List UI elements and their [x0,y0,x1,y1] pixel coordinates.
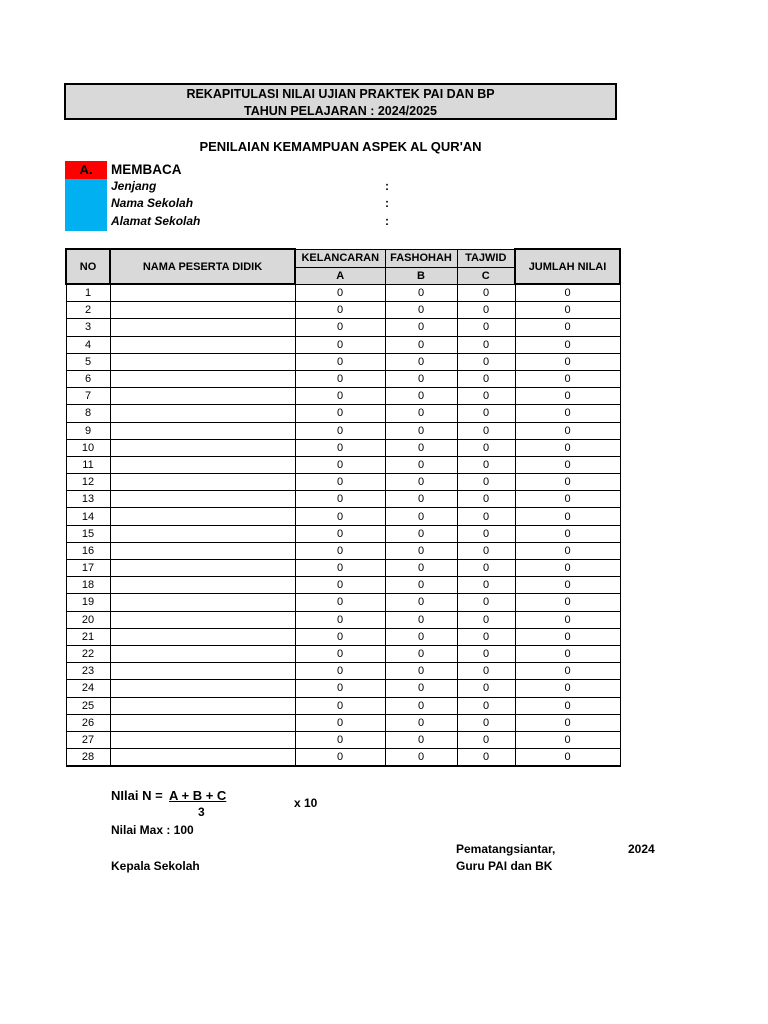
cell-fashohah: 0 [385,370,457,387]
formula-denominator: 3 [198,805,205,819]
cell-no: 5 [66,353,110,370]
cell-fashohah: 0 [385,611,457,628]
cell-tajwid: 0 [457,319,515,336]
cell-fashohah: 0 [385,628,457,645]
cell-fashohah: 0 [385,508,457,525]
cell-total: 0 [515,456,620,473]
section-color-block [65,179,107,231]
cell-fashohah: 0 [385,388,457,405]
cell-kelancaran: 0 [295,302,385,319]
cell-tajwid: 0 [457,628,515,645]
cell-tajwid: 0 [457,611,515,628]
cell-tajwid: 0 [457,525,515,542]
principal-label: Kepala Sekolah [111,859,200,873]
table-row [66,405,620,422]
cell-fashohah: 0 [385,663,457,680]
cell-total: 0 [515,388,620,405]
cell-no: 14 [66,508,110,525]
cell-tajwid: 0 [457,731,515,748]
cell-total: 0 [515,542,620,559]
info-label-school-address: Alamat Sekolah [111,214,201,228]
cell-no: 3 [66,319,110,336]
cell-no: 13 [66,491,110,508]
cell-tajwid: 0 [457,370,515,387]
table-row [66,525,620,542]
cell-no: 12 [66,474,110,491]
cell-no: 27 [66,731,110,748]
table-row [66,697,620,714]
table-row [66,680,620,697]
cell-fashohah: 0 [385,284,457,302]
table-row [66,422,620,439]
cell-fashohah: 0 [385,319,457,336]
cell-total: 0 [515,628,620,645]
table-row [66,577,620,594]
teacher-label: Guru PAI dan BK [456,859,553,873]
cell-fashohah: 0 [385,405,457,422]
cell-fashohah: 0 [385,542,457,559]
cell-name [110,697,295,714]
cell-total: 0 [515,680,620,697]
cell-name [110,508,295,525]
cell-no: 4 [66,336,110,353]
cell-name [110,680,295,697]
cell-no: 21 [66,628,110,645]
cell-total: 0 [515,474,620,491]
cell-name [110,525,295,542]
cell-no: 19 [66,594,110,611]
cell-kelancaran: 0 [295,439,385,456]
cell-no: 6 [66,370,110,387]
cell-fashohah: 0 [385,577,457,594]
cell-kelancaran: 0 [295,370,385,387]
cell-total: 0 [515,663,620,680]
cell-name [110,302,295,319]
score-table [65,248,621,767]
table-row [66,594,620,611]
cell-fashohah: 0 [385,336,457,353]
table-row [66,628,620,645]
cell-name [110,439,295,456]
col-header-tajwid: TAJWID [457,249,515,267]
cell-kelancaran: 0 [295,680,385,697]
table-row [66,560,620,577]
cell-total: 0 [515,491,620,508]
cell-total: 0 [515,439,620,456]
cell-no: 28 [66,749,110,767]
table-row [66,439,620,456]
cell-total: 0 [515,284,620,302]
report-title: REKAPITULASI NILAI UJIAN PRAKTEK PAI DAN BP [186,87,495,101]
cell-no: 11 [66,456,110,473]
cell-tajwid: 0 [457,491,515,508]
cell-name [110,628,295,645]
cell-total: 0 [515,422,620,439]
cell-no: 20 [66,611,110,628]
cell-name [110,560,295,577]
cell-fashohah: 0 [385,731,457,748]
cell-name [110,611,295,628]
cell-kelancaran: 0 [295,491,385,508]
table-row [66,370,620,387]
info-label-school-name: Nama Sekolah [111,196,194,210]
cell-kelancaran: 0 [295,714,385,731]
cell-fashohah: 0 [385,749,457,767]
cell-fashohah: 0 [385,353,457,370]
table-row [66,456,620,473]
cell-tajwid: 0 [457,542,515,559]
cell-fashohah: 0 [385,439,457,456]
cell-fashohah: 0 [385,680,457,697]
cell-tajwid: 0 [457,663,515,680]
cell-kelancaran: 0 [295,731,385,748]
cell-total: 0 [515,594,620,611]
cell-no: 22 [66,645,110,662]
report-header [64,83,617,120]
col-header-kelancaran: KELANCARAN [295,249,385,267]
cell-kelancaran: 0 [295,319,385,336]
cell-tajwid: 0 [457,336,515,353]
cell-total: 0 [515,645,620,662]
cell-total: 0 [515,353,620,370]
academic-year: TAHUN PELAJARAN : 2024/2025 [244,104,437,118]
cell-kelancaran: 0 [295,474,385,491]
cell-kelancaran: 0 [295,405,385,422]
cell-fashohah: 0 [385,645,457,662]
cell-total: 0 [515,577,620,594]
cell-kelancaran: 0 [295,542,385,559]
cell-fashohah: 0 [385,560,457,577]
table-row [66,542,620,559]
cell-total: 0 [515,319,620,336]
cell-tajwid: 0 [457,594,515,611]
cell-no: 8 [66,405,110,422]
cell-no: 17 [66,560,110,577]
cell-kelancaran: 0 [295,749,385,767]
cell-name [110,645,295,662]
cell-name [110,594,295,611]
formula-multiplier: x 10 [294,796,318,810]
max-score: Nilai Max : 100 [111,823,194,837]
cell-kelancaran: 0 [295,611,385,628]
table-row [66,284,620,302]
info-colon: : [385,196,389,210]
cell-tajwid: 0 [457,560,515,577]
col-header-b: B [385,267,457,284]
cell-fashohah: 0 [385,594,457,611]
table-row [66,336,620,353]
cell-kelancaran: 0 [295,456,385,473]
cell-kelancaran: 0 [295,422,385,439]
cell-total: 0 [515,714,620,731]
cell-no: 23 [66,663,110,680]
signature-year: 2024 [628,842,655,856]
cell-total: 0 [515,302,620,319]
table-row [66,645,620,662]
cell-tajwid: 0 [457,714,515,731]
cell-fashohah: 0 [385,491,457,508]
info-colon: : [385,214,389,228]
cell-name [110,336,295,353]
col-header-a: A [295,267,385,284]
cell-no: 10 [66,439,110,456]
cell-name [110,370,295,387]
cell-no: 25 [66,697,110,714]
table-row [66,731,620,748]
cell-name [110,284,295,302]
table-row [66,611,620,628]
cell-name [110,731,295,748]
cell-total: 0 [515,731,620,748]
cell-name [110,491,295,508]
cell-kelancaran: 0 [295,577,385,594]
cell-total: 0 [515,405,620,422]
cell-tajwid: 0 [457,645,515,662]
table-row [66,474,620,491]
col-header-c: C [457,267,515,284]
cell-fashohah: 0 [385,525,457,542]
cell-no: 9 [66,422,110,439]
cell-total: 0 [515,611,620,628]
cell-no: 2 [66,302,110,319]
cell-kelancaran: 0 [295,663,385,680]
cell-no: 24 [66,680,110,697]
cell-no: 26 [66,714,110,731]
cell-tajwid: 0 [457,353,515,370]
cell-name [110,405,295,422]
cell-fashohah: 0 [385,302,457,319]
cell-tajwid: 0 [457,680,515,697]
cell-tajwid: 0 [457,508,515,525]
cell-tajwid: 0 [457,388,515,405]
info-label-jenjang: Jenjang [111,179,157,193]
cell-name [110,422,295,439]
cell-name [110,388,295,405]
cell-kelancaran: 0 [295,645,385,662]
cell-name [110,577,295,594]
col-header-fashohah: FASHOHAH [385,249,457,267]
cell-tajwid: 0 [457,474,515,491]
cell-name [110,456,295,473]
cell-kelancaran: 0 [295,508,385,525]
cell-tajwid: 0 [457,422,515,439]
cell-tajwid: 0 [457,749,515,767]
cell-tajwid: 0 [457,439,515,456]
cell-name [110,319,295,336]
signature-place: Pematangsiantar, [456,842,556,856]
table-row [66,714,620,731]
cell-total: 0 [515,560,620,577]
table-row [66,491,620,508]
cell-name [110,353,295,370]
cell-no: 1 [66,284,110,302]
cell-total: 0 [515,749,620,767]
cell-name [110,663,295,680]
cell-name [110,474,295,491]
cell-no: 16 [66,542,110,559]
col-header-name: NAMA PESERTA DIDIK [110,249,295,284]
table-row [66,663,620,680]
cell-tajwid: 0 [457,577,515,594]
table-row [66,353,620,370]
formula-numerator: A + B + C [169,788,227,803]
cell-fashohah: 0 [385,422,457,439]
cell-fashohah: 0 [385,697,457,714]
cell-total: 0 [515,508,620,525]
section-letter: A. [65,161,107,179]
cell-kelancaran: 0 [295,628,385,645]
cell-tajwid: 0 [457,302,515,319]
cell-total: 0 [515,525,620,542]
cell-total: 0 [515,697,620,714]
formula-label: NIlai N = [111,788,163,803]
cell-kelancaran: 0 [295,388,385,405]
cell-fashohah: 0 [385,714,457,731]
cell-tajwid: 0 [457,697,515,714]
cell-kelancaran: 0 [295,525,385,542]
cell-tajwid: 0 [457,284,515,302]
cell-tajwid: 0 [457,456,515,473]
assessment-subtitle: PENILAIAN KEMAMPUAN ASPEK AL QUR'AN [199,139,482,154]
table-row [66,388,620,405]
table-row [66,302,620,319]
cell-tajwid: 0 [457,405,515,422]
cell-fashohah: 0 [385,456,457,473]
cell-kelancaran: 0 [295,697,385,714]
cell-no: 18 [66,577,110,594]
table-row [66,749,620,767]
cell-total: 0 [515,336,620,353]
cell-total: 0 [515,370,620,387]
cell-name [110,542,295,559]
col-header-total: JUMLAH NILAI [515,249,620,284]
cell-name [110,749,295,767]
cell-kelancaran: 0 [295,353,385,370]
table-row [66,508,620,525]
cell-kelancaran: 0 [295,284,385,302]
info-colon: : [385,179,389,193]
cell-kelancaran: 0 [295,336,385,353]
col-header-no: NO [66,249,110,284]
cell-fashohah: 0 [385,474,457,491]
cell-kelancaran: 0 [295,594,385,611]
cell-no: 15 [66,525,110,542]
cell-name [110,714,295,731]
table-row [66,319,620,336]
cell-kelancaran: 0 [295,560,385,577]
section-title: MEMBACA [111,162,182,177]
cell-no: 7 [66,388,110,405]
